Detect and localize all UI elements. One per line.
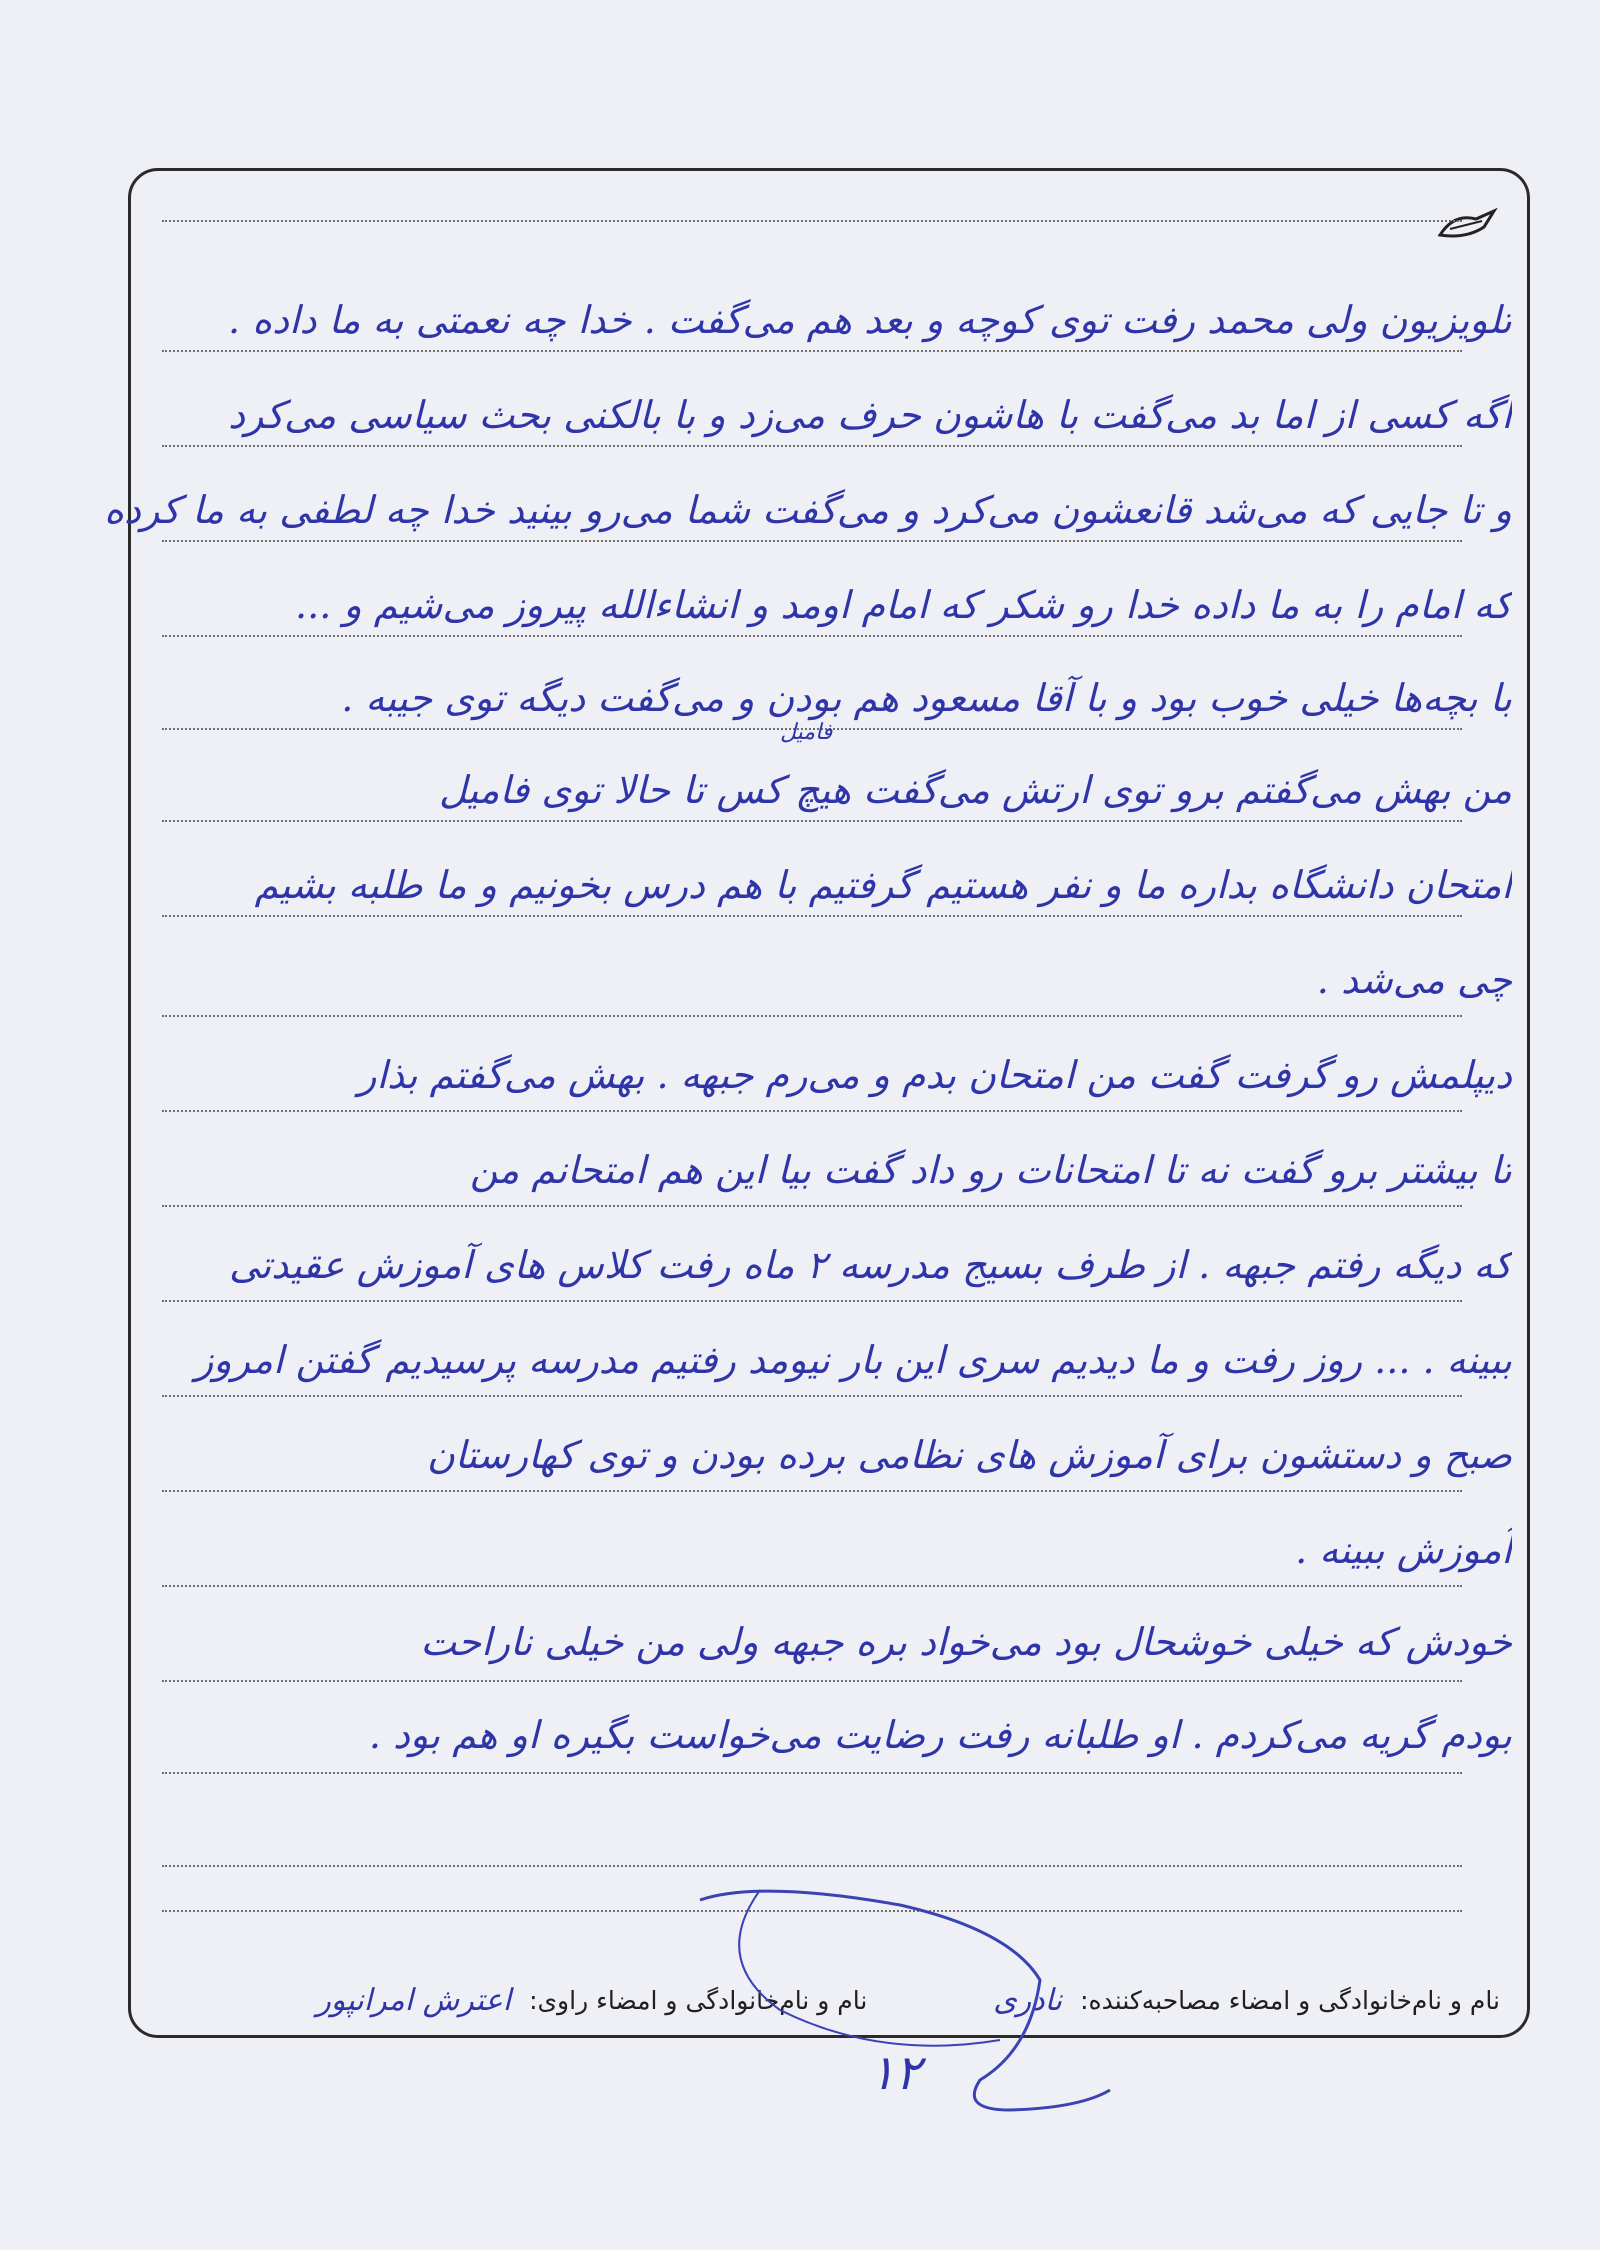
ruled-line — [162, 915, 1462, 917]
ruled-line — [162, 1865, 1462, 1867]
handwritten-line: آموزش ببینه . — [1295, 1528, 1512, 1572]
ruled-line — [162, 445, 1462, 447]
ruled-line — [162, 1110, 1462, 1112]
page-number: ۱۲ — [869, 2045, 921, 2101]
narrator-signature: اعترش امرانپور — [316, 1982, 512, 2018]
margin-note: فامیل — [780, 720, 833, 745]
handwritten-line: با بچه‌ها خیلی خوب بود و با آقا مسعود هم بودن و می‌گفت دیگه توی جیبه . — [341, 676, 1512, 720]
ruled-line — [162, 1680, 1462, 1682]
handwritten-line: صبح و دستشون برای آموزش های نظامی برده بودن و توی کهارستان — [426, 1433, 1512, 1477]
interviewer-label: نام و نام‌خانوادگی و امضاء مصاحبه‌کننده: — [1080, 1985, 1500, 2015]
ruled-line — [162, 1300, 1462, 1302]
handwritten-line: بودم گریه می‌کردم . او طلبانه رفت رضایت می‌خواست بگیره او هم بود . — [368, 1713, 1512, 1757]
signature-footer — [100, 1975, 1500, 2025]
handwritten-line: امتحان دانشگاه بداره ما و نفر هستیم گرفتیم با هم درس بخونیم و ما طلبه بشیم — [254, 863, 1512, 907]
handwritten-line: که دیگه رفتم جبهه . از طرف بسیج مدرسه ۲ ماه رفت کلاس های آموزش عقیدتی — [229, 1243, 1512, 1287]
narrator-label: نام و نام‌خانوادگی و امضاء راوی: — [529, 1985, 868, 2015]
ruled-line — [162, 820, 1462, 822]
ruled-line — [162, 1015, 1462, 1017]
pen-icon — [1436, 205, 1500, 245]
ruled-line — [162, 1490, 1462, 1492]
ruled-line — [162, 220, 1462, 222]
interviewer-signature: نادری — [993, 1982, 1063, 2018]
ruled-line — [162, 635, 1462, 637]
handwritten-line: چی می‌شد . — [1316, 958, 1512, 1002]
ruled-line — [162, 350, 1462, 352]
handwritten-line: تلویزیون ولی محمد رفت توی کوچه و بعد هم می‌گفت . خدا چه نعمتی به ما داده . — [228, 298, 1512, 342]
ruled-line — [162, 1395, 1462, 1397]
ruled-line — [162, 1772, 1462, 1774]
ruled-line — [162, 1205, 1462, 1207]
ruled-line — [162, 1585, 1462, 1587]
handwritten-line: که امام را به ما داده خدا رو شکر که امام اومد و انشاءالله پیروز می‌شیم و ... — [295, 583, 1512, 627]
handwritten-line: و تا جایی که می‌شد قانعشون می‌کرد و می‌گفت شما می‌رو بینید خدا چه لطفی به ما کرده — [104, 488, 1512, 532]
handwritten-line: دیپلمش رو گرفت گفت من امتحان بدم و می‌رم جبهه . بهش می‌گفتم بذار — [358, 1053, 1512, 1097]
ruled-line — [162, 1910, 1462, 1912]
handwritten-line: ببینه . ... روز رفت و ما دیدیم سری این بار نیومد رفتیم مدرسه پرسیدیم گفتن امروز — [194, 1338, 1512, 1382]
handwritten-line: خودش که خیلی خوشحال بود می‌خواد بره جبهه ولی من خیلی ناراحت — [420, 1620, 1512, 1664]
handwritten-line: من بهش می‌گفتم برو توی ارتش می‌گفت هیچ کس تا حالا توی فامیل — [438, 768, 1512, 812]
handwritten-line: اگه کسی از اما بد می‌گفت با هاشون حرف می‌زد و با بالکنی بحث سیاسی می‌کرد — [228, 393, 1512, 437]
handwritten-line: تا بیشتر برو گفت نه تا امتحانات رو داد گفت بیا این هم امتحانم من — [469, 1148, 1512, 1192]
ruled-line — [162, 540, 1462, 542]
